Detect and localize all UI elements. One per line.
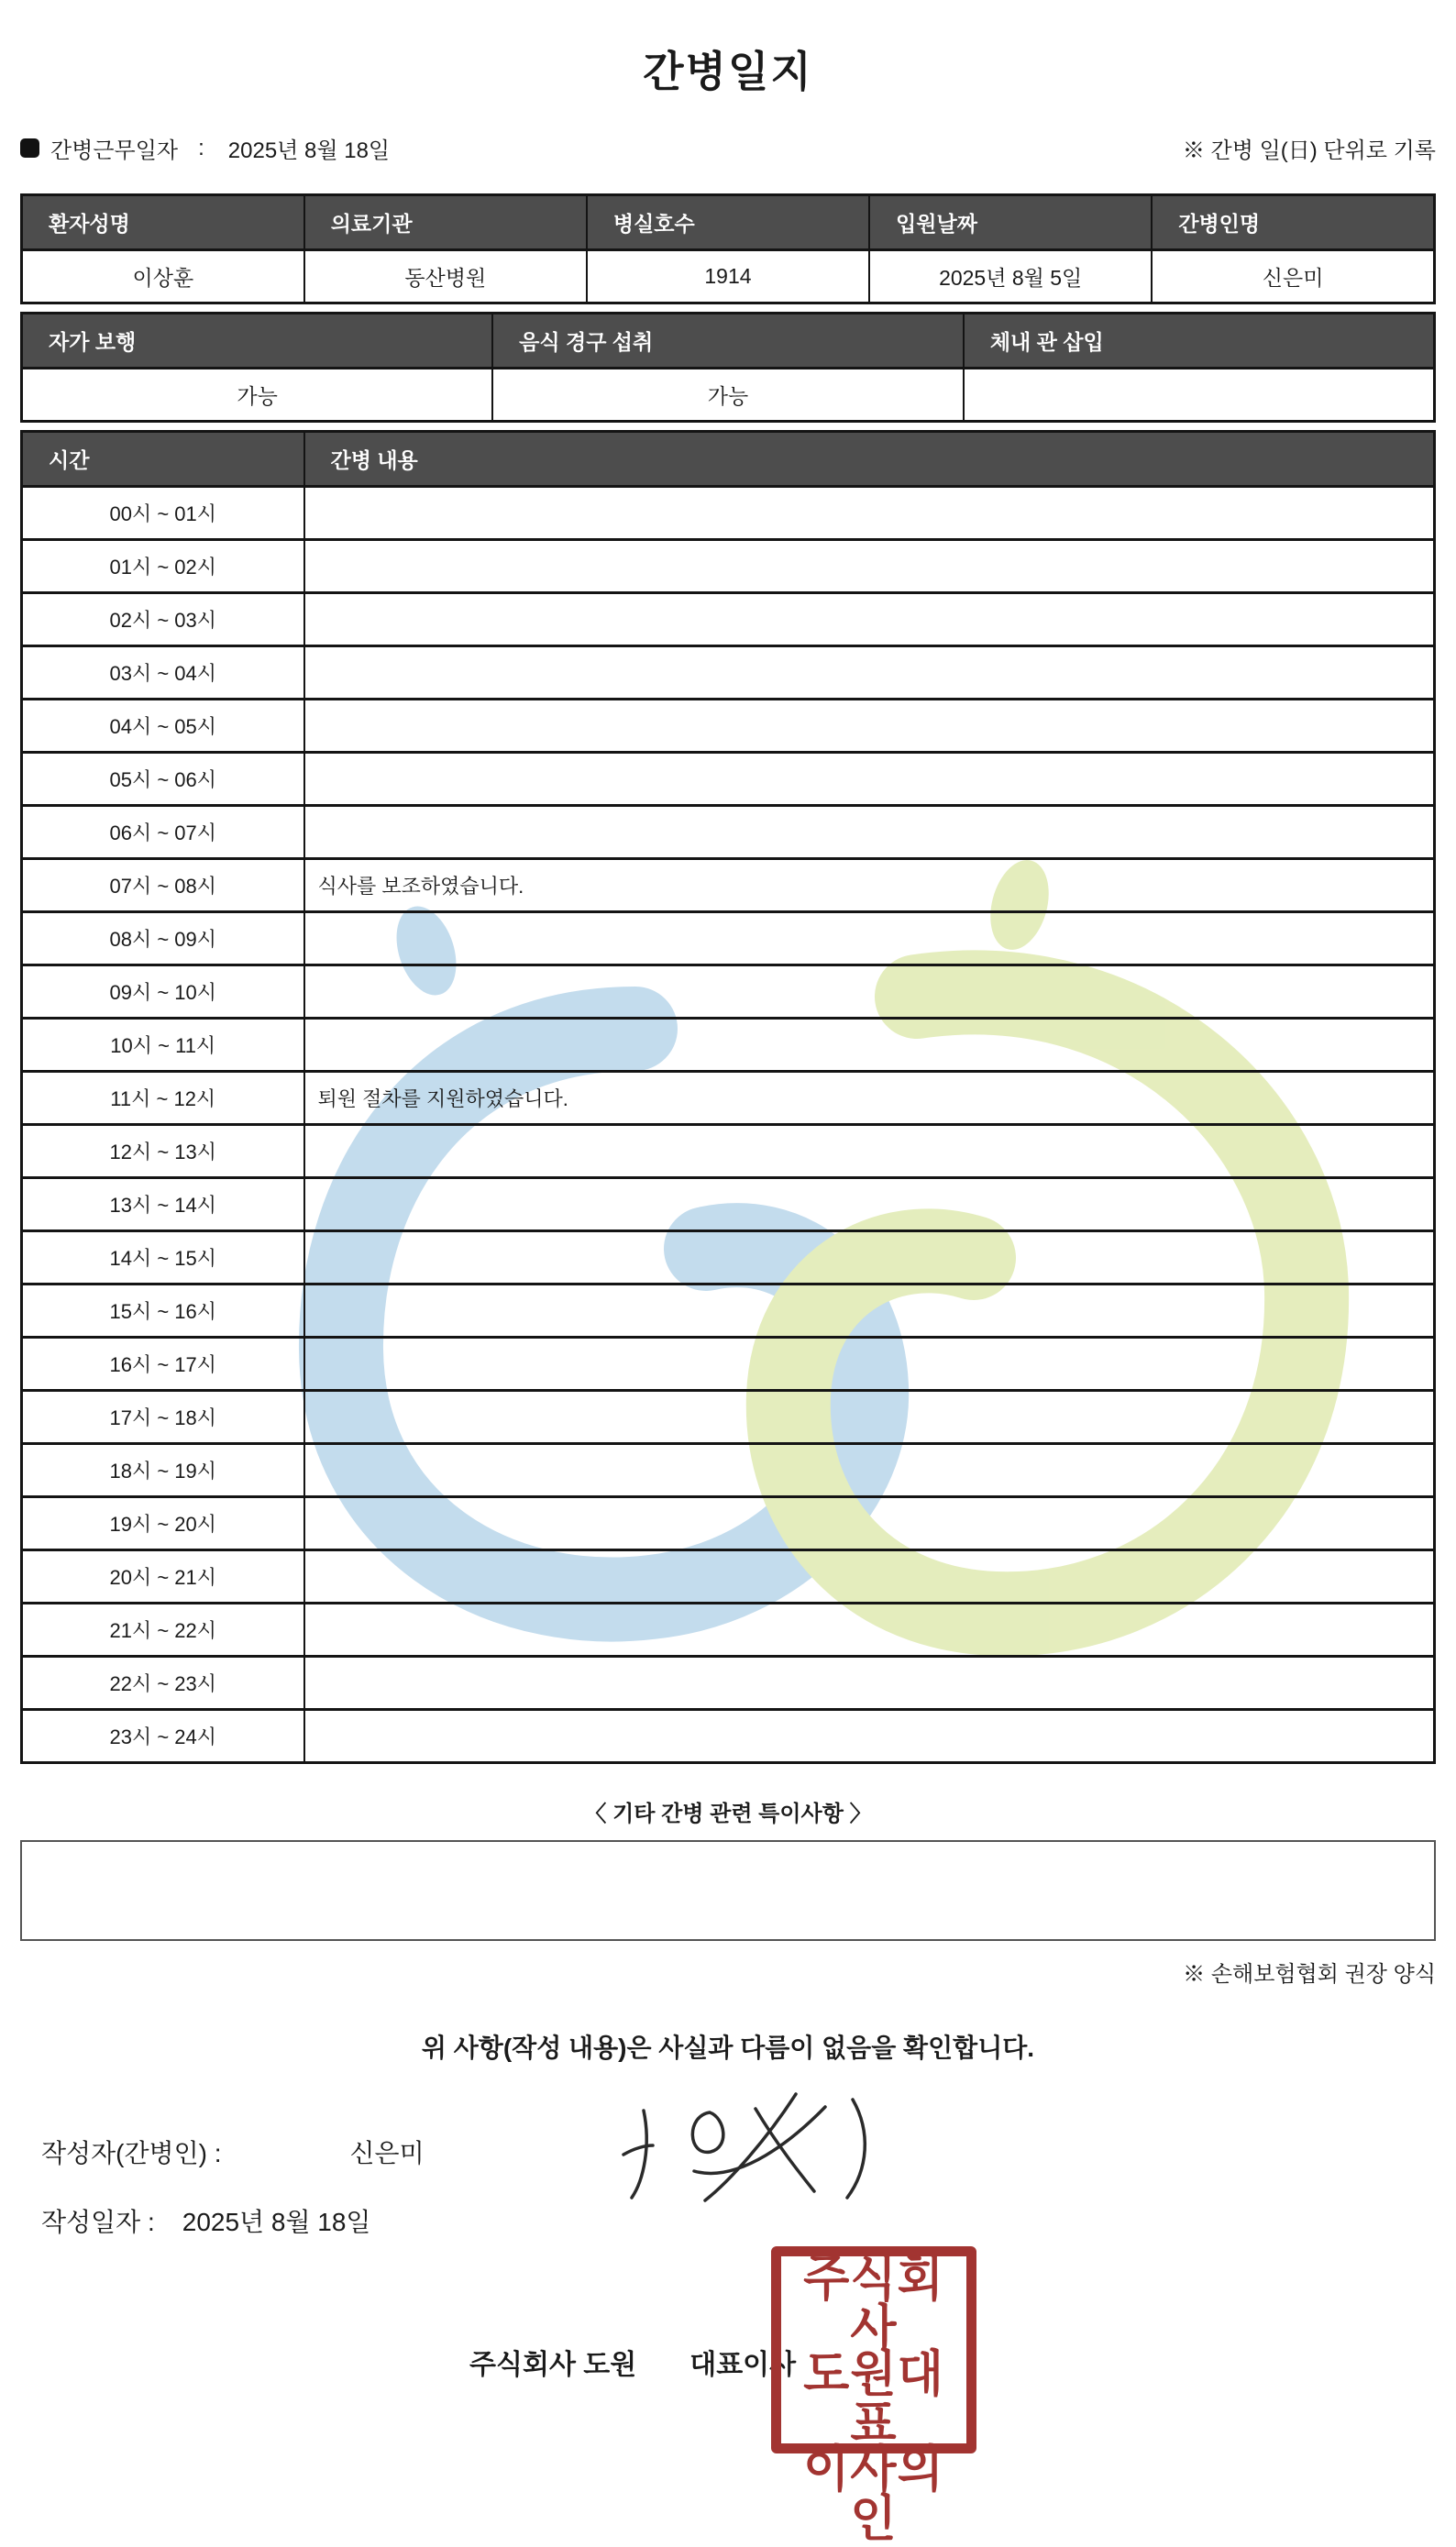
time-table-row [22, 912, 1435, 965]
time-cell: 17시 ~ 18시 [22, 1391, 304, 1444]
work-date-separator: : [198, 135, 204, 160]
time-table-row [22, 1604, 1435, 1657]
condition-value-row [22, 369, 1435, 422]
caregiver-signature [616, 2081, 928, 2219]
time-table-row [22, 646, 1435, 700]
time-table-header-row [22, 432, 1435, 487]
time-cell: 16시 ~ 17시 [22, 1338, 304, 1391]
care-content-cell[interactable] [304, 1338, 1435, 1391]
value-self-walking: 가능 [22, 369, 493, 422]
time-cell: 11시 ~ 12시 [22, 1072, 304, 1125]
time-table-row [22, 1391, 1435, 1444]
care-content-cell[interactable] [304, 1285, 1435, 1338]
care-content-cell[interactable] [304, 1019, 1435, 1072]
value-caregiver-name: 신은미 [1152, 250, 1434, 303]
care-content-cell[interactable] [304, 1125, 1435, 1178]
time-cell: 10시 ~ 11시 [22, 1019, 304, 1072]
header-time: 시간 [22, 432, 304, 487]
ceo-title: 대표이사 [689, 2350, 797, 2380]
writer-row [41, 2134, 425, 2170]
care-content-cell[interactable] [304, 1710, 1435, 1763]
time-cell: 23시 ~ 24시 [22, 1710, 304, 1763]
corporate-seal-stamp [771, 2246, 976, 2547]
page-title: 간병일지 [643, 48, 813, 95]
time-cell: 20시 ~ 21시 [22, 1550, 304, 1604]
company-row [469, 2342, 796, 2382]
time-table-row [22, 1444, 1435, 1497]
time-table-row [22, 1178, 1435, 1231]
time-table-row [22, 753, 1435, 806]
care-content-cell[interactable] [304, 1497, 1435, 1550]
time-table-row [22, 859, 1435, 912]
time-table-row [22, 1285, 1435, 1338]
care-content-cell[interactable] [304, 540, 1435, 593]
time-table-body [22, 487, 1435, 1763]
value-medical-institution: 동산병원 [304, 250, 587, 303]
care-content-cell[interactable] [304, 1604, 1435, 1657]
header-medical-institution: 의료기관 [304, 195, 587, 250]
care-content-cell[interactable] [304, 965, 1435, 1019]
time-cell: 03시 ~ 04시 [22, 646, 304, 700]
time-cell: 22시 ~ 23시 [22, 1657, 304, 1710]
work-date-label: 간병근무일자 [50, 138, 179, 163]
time-table-row [22, 1550, 1435, 1604]
care-content-cell[interactable]: 퇴원 절차를 지원하였습니다. [304, 1072, 1435, 1125]
value-oral-intake: 가능 [492, 369, 964, 422]
care-content-cell[interactable] [304, 1444, 1435, 1497]
patient-value-row [22, 250, 1435, 303]
patient-header-row [22, 195, 1435, 250]
care-content-cell[interactable]: 식사를 보조하였습니다. [304, 859, 1435, 912]
time-cell: 18시 ~ 19시 [22, 1444, 304, 1497]
care-content-cell[interactable] [304, 912, 1435, 965]
writer-label: 작성자(간병인) : [41, 2139, 222, 2167]
header-admission-date: 입원날짜 [869, 195, 1152, 250]
special-notes-box[interactable] [20, 1840, 1436, 1941]
time-cell: 21시 ~ 22시 [22, 1604, 304, 1657]
time-cell: 05시 ~ 06시 [22, 753, 304, 806]
time-cell: 19시 ~ 20시 [22, 1497, 304, 1550]
work-date-line [20, 132, 390, 164]
time-cell: 13시 ~ 14시 [22, 1178, 304, 1231]
value-tube-insertion [964, 369, 1435, 422]
stamp-line-1: 주식회사 [803, 2251, 944, 2357]
time-cell: 00시 ~ 01시 [22, 487, 304, 540]
care-content-cell[interactable] [304, 593, 1435, 646]
time-table-row [22, 1072, 1435, 1125]
date-row [41, 2202, 370, 2239]
time-table-row [22, 487, 1435, 540]
header-caregiver-name: 간병인명 [1152, 195, 1434, 250]
condition-header-row [22, 314, 1435, 369]
care-time-table [20, 430, 1436, 1764]
time-table-row [22, 1338, 1435, 1391]
time-table-row [22, 1657, 1435, 1710]
time-table-row [22, 700, 1435, 753]
work-date-value: 2025년 8월 18일 [227, 138, 391, 163]
header-patient-name: 환자성명 [22, 195, 304, 250]
care-content-cell[interactable] [304, 1657, 1435, 1710]
condition-table [20, 312, 1436, 423]
record-unit-note: ※ 간병 일(日) 단위로 기록 [1182, 138, 1436, 163]
care-content-cell[interactable] [304, 1550, 1435, 1604]
care-content-cell[interactable] [304, 1178, 1435, 1231]
write-date-value: 2025년 8월 18일 [182, 2208, 371, 2236]
time-cell: 15시 ~ 16시 [22, 1285, 304, 1338]
value-admission-date: 2025년 8월 5일 [869, 250, 1152, 303]
header-room-number: 병실호수 [587, 195, 869, 250]
write-date-label: 작성일자 : [41, 2208, 155, 2236]
time-table-row [22, 1125, 1435, 1178]
care-content-cell[interactable] [304, 753, 1435, 806]
patient-info-table [20, 193, 1436, 304]
time-cell: 07시 ~ 08시 [22, 859, 304, 912]
time-cell: 01시 ~ 02시 [22, 540, 304, 593]
time-table-row [22, 1710, 1435, 1763]
special-notes-title: 〈 기타 간병 관련 특이사항 〉 [584, 1802, 872, 1826]
time-table-row [22, 593, 1435, 646]
stamp-line-2: 도원대표 [803, 2346, 944, 2453]
time-cell: 02시 ~ 03시 [22, 593, 304, 646]
confirmation-statement: 위 사항(작성 내용)은 사실과 다름이 없음을 확인합니다. [421, 2034, 1035, 2062]
stamp-line-3: 이사의인 [803, 2442, 944, 2547]
header-self-walking: 자가 보행 [22, 314, 493, 369]
company-name: 주식회사 도원 [469, 2350, 637, 2380]
meta-row [20, 132, 1436, 164]
care-content-cell[interactable] [304, 700, 1435, 753]
value-room-number: 1914 [587, 250, 869, 303]
value-patient-name: 이상훈 [22, 250, 304, 303]
care-content-cell[interactable] [304, 646, 1435, 700]
square-bullet-icon [20, 138, 39, 158]
time-cell: 12시 ~ 13시 [22, 1125, 304, 1178]
recommended-form-note: ※ 손해보험협회 권장 양식 [1183, 1962, 1436, 1987]
time-cell: 09시 ~ 10시 [22, 965, 304, 1019]
writer-name: 신은미 [349, 2139, 425, 2167]
header-care-content: 간병 내용 [304, 432, 1435, 487]
time-table-row [22, 965, 1435, 1019]
time-cell: 06시 ~ 07시 [22, 806, 304, 859]
header-tube-insertion: 체내 관 삽입 [964, 314, 1435, 369]
time-table-row [22, 806, 1435, 859]
time-cell: 14시 ~ 15시 [22, 1231, 304, 1285]
care-content-cell[interactable] [304, 1391, 1435, 1444]
time-table-row [22, 1019, 1435, 1072]
care-content-cell[interactable] [304, 1231, 1435, 1285]
time-table-row [22, 1497, 1435, 1550]
header-oral-intake: 음식 경구 섭취 [492, 314, 964, 369]
time-table-row [22, 540, 1435, 593]
time-cell: 04시 ~ 05시 [22, 700, 304, 753]
care-content-cell[interactable] [304, 806, 1435, 859]
time-cell: 08시 ~ 09시 [22, 912, 304, 965]
care-content-cell[interactable] [304, 487, 1435, 540]
time-table-row [22, 1231, 1435, 1285]
